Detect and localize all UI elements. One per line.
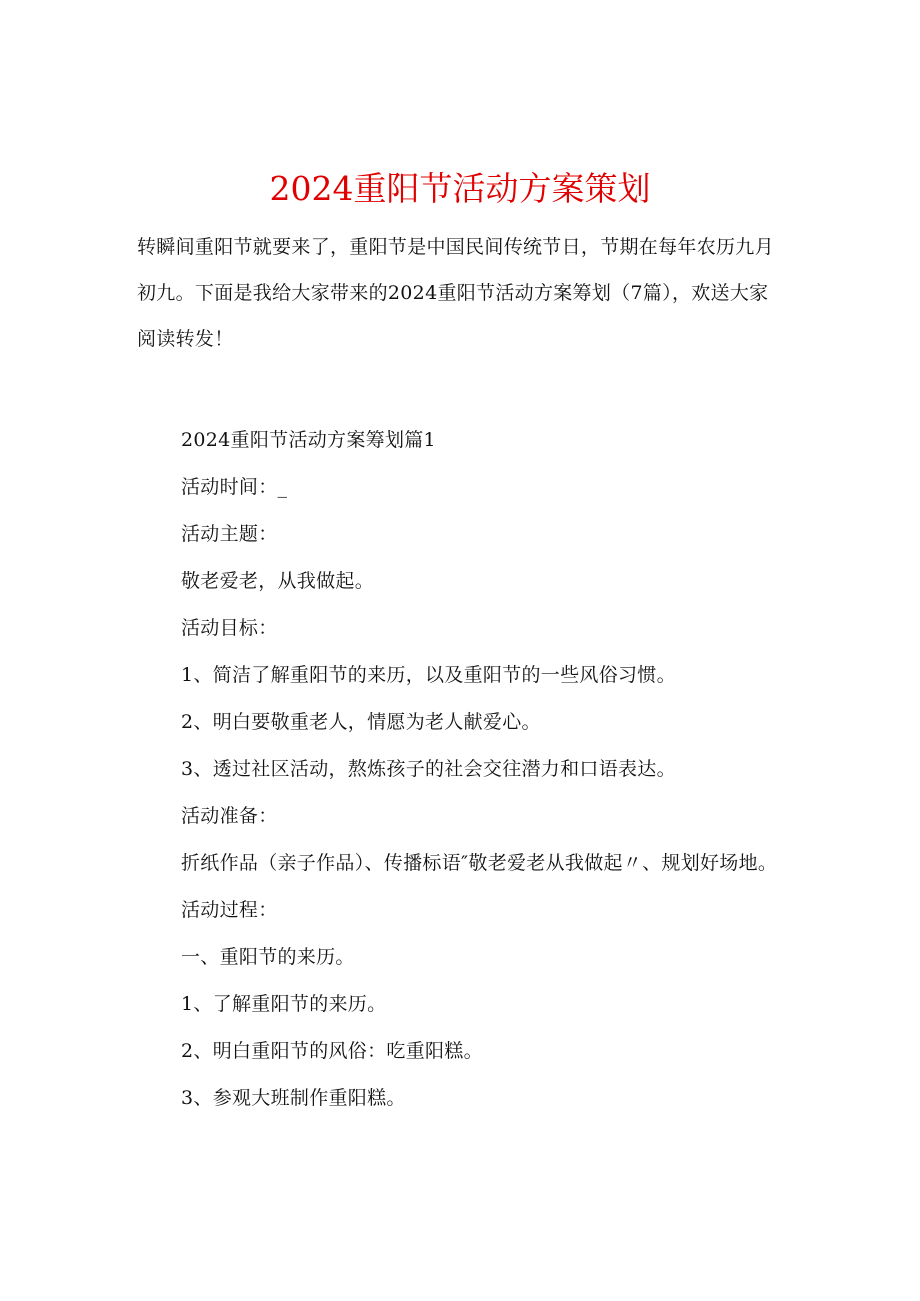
paragraph: 3、参观大班制作重阳糕。 (181, 1087, 406, 1109)
paragraph: 活动主题： (181, 523, 278, 545)
paragraph: 2、明白要敬重老人，情愿为老人献爱心。 (181, 711, 541, 733)
paragraph: 2、明白重阳节的风俗：吃重阳糕。 (181, 1040, 483, 1062)
paragraph: 活动准备： (181, 805, 278, 827)
paragraph: 活动过程： (181, 899, 278, 921)
intro-paragraph: 转瞬间重阳节就要来了，重阳节是中国民间传统节日，节期在每年农历九月初九。下面是我给大家带来的2024重阳节活动方案筹划（7篇），欢送大家阅读转发！ (137, 236, 774, 350)
document-body (137, 417, 787, 1122)
paragraph: 3、透过社区活动，熬炼孩子的社会交往潜力和口语表达。 (181, 758, 676, 780)
paragraph: 1、简洁了解重阳节的来历，以及重阳节的一些风俗习惯。 (181, 664, 676, 686)
paragraph: 折纸作品（亲子作品）、传播标语″敬老爱老从我做起〃、规划好场地。 (181, 852, 778, 874)
paragraph: 活动时间：_ (181, 476, 288, 498)
paragraph: 一、重阳节的来历。 (181, 946, 355, 968)
document-title: 2024重阳节活动方案策划 (269, 169, 651, 209)
paragraph: 活动目标： (181, 617, 278, 639)
paragraph: 敬老爱老，从我做起。 (181, 570, 375, 592)
section-heading: 2024重阳节活动方案筹划篇1 (181, 429, 436, 451)
paragraph: 1、了解重阳节的来历。 (181, 993, 387, 1015)
